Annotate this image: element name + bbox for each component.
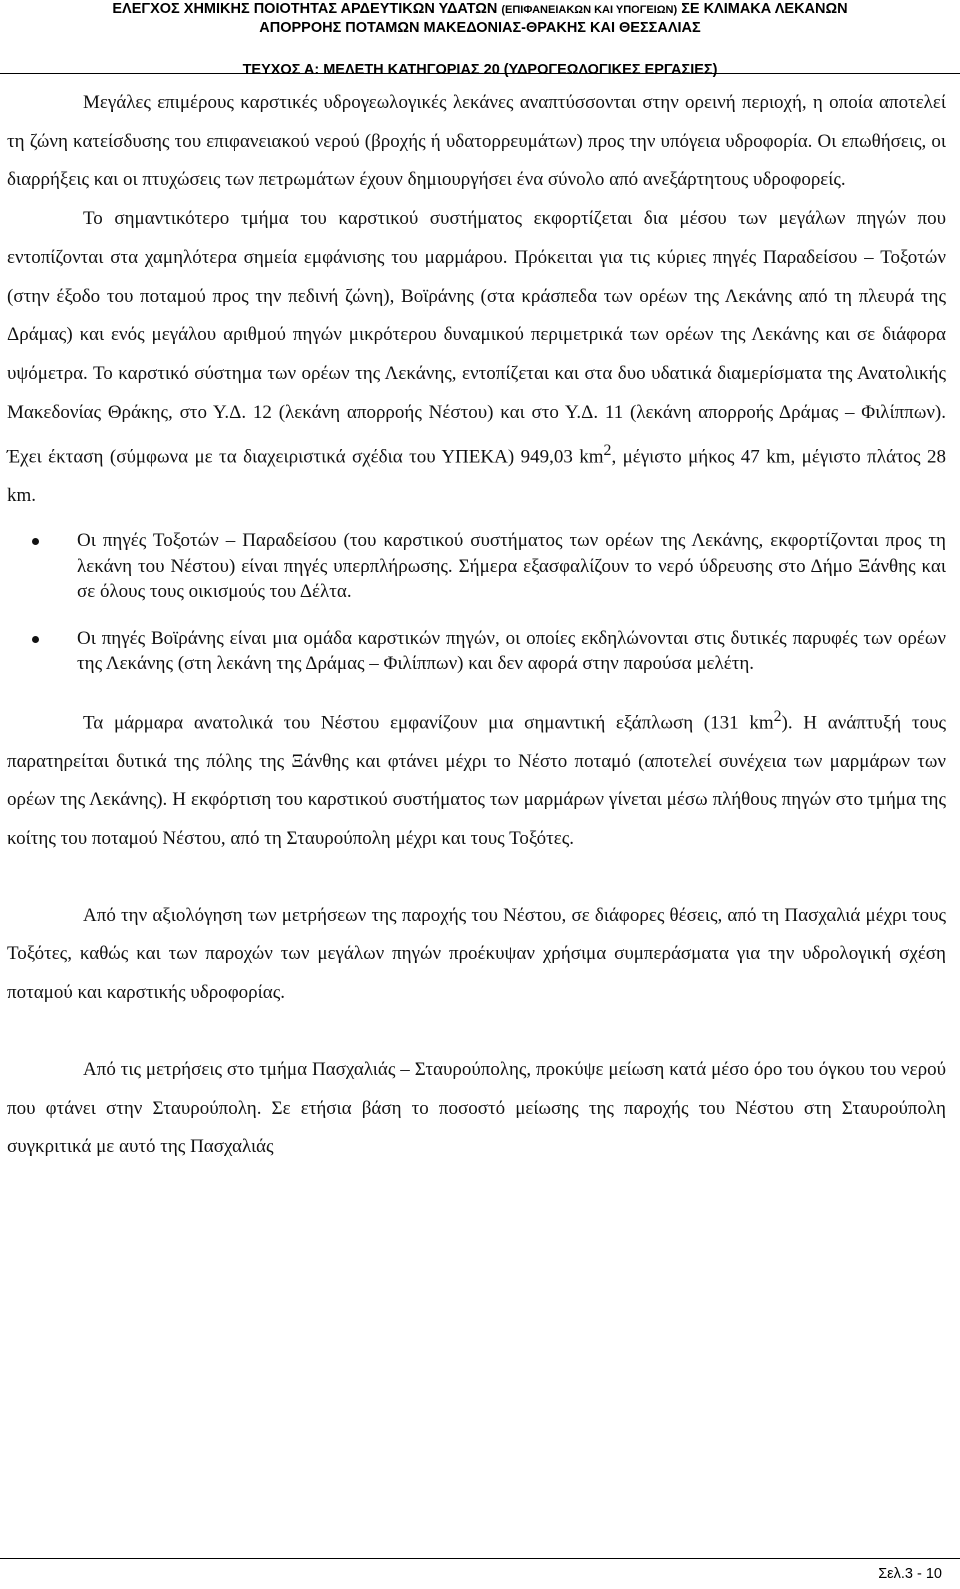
header-title-main: ΕΛΕΓΧΟΣ ΧΗΜΙΚΗΣ ΠΟΙΟΤΗΤΑΣ ΑΡΔΕΥΤΙΚΩΝ ΥΔΑΤΩΝ xyxy=(112,1,498,17)
header-title-line-1 xyxy=(0,0,960,19)
paragraph-marbles-east-text-end: ). Η ανάπτυξή τους παρατηρείται δυτικά της πόλης της Ξάνθης και φτάνει μέχρι το Νέστο ποταμό (αποτελεί συνέχεια των μαρμάρων των ορέων της Λεκάνης). Η εκφόρτιση του καρστικού συστήματος των μαρμάρων γίνεται μέσω πλήθους πηγών στο τμήμα της κοίτης του ποταμού Νέστου, από τη Σταυρούπολη μέχρι και τους Τοξότες. xyxy=(7,711,946,849)
paragraph-karst-basins: Μεγάλες επιμέρους καρστικές υδρογεωλογικές λεκάνες αναπτύσσονται στην ορεινή περιοχή, η οποία αποτελεί τη ζώνη κατείσδυσης του επιφανειακού νερού (βροχής ή υδατορρευμάτων) προς την υπόγεια υδροφορία. Οι επωθήσεις, οι διαρρήξεις και οι πτυχώσεις των πετρωμάτων έχουν δημιουργήσει ένα σύνολο από ανεξάρτητους υδροφορείς. xyxy=(7,92,946,191)
paragraph-spacer xyxy=(0,1013,946,1051)
paragraph-spacer xyxy=(0,859,946,897)
header-divider xyxy=(0,73,960,74)
springs-bullet-list xyxy=(0,528,946,677)
paragraph-karst-springs-text: Το σημαντικότερο τμήμα του καρστικού συστήματος εκφορτίζεται δια μέσου των μεγάλων πηγών που εντοπίζονται στα χαμηλότερα σημεία εμφάνισης του μαρμάρου. Πρόκειται για τις κύριες πηγές Παραδείσου – Τοξοτών (στην έξοδο του ποταμού προς την πεδινή ζώνη), Βοϊράνης (στα κράσπεδα των ορέων της Λεκάνης από τη πλευρά της Δράμας) και ενός μεγάλου αριθμού πηγών μικρότερου δυναμικού περιμετρικά των ορέων της Λεκάνης και σε διάφορα υψόμετρα. Το καρστικό σύστημα των ορέων της Λεκάνης, εντοπίζεται και στα δυο υδατικά διαμερίσματα της Ανατολικής Μακεδονίας Θράκης, στο Υ.Δ. 12 (λεκάνη απορροής Νέστου) και στο Υ.Δ. 11 (λεκάνη απορροής Δράμας – Φιλίππων). Έχει έκταση (σύμφωνα με τα διαχειριστικά σχέδια του ΥΠΕΚΑ) 949,03 km xyxy=(7,208,946,468)
list-item-text: Οι πηγές Τοξοτών – Παραδείσου (του καρστικού συστήματος των ορέων της Λεκάνης, εκφορτίζονται προς τη λεκάνη του Νέστου) είναι πηγές υπερπλήρωσης. Σήμερα εξασφαλίζουν το νερό ύδρευσης στο Δήμο Ξάνθης και σε όλους τους οικισμούς του Δέλτα. xyxy=(77,530,946,603)
area-unit-superscript: 2 xyxy=(603,442,612,460)
paragraph-paschalia-stavroupoli: Από τις μετρήσεις στο τμήμα Πασχαλιάς – Σταυρούπολης, προκύψε μείωση κατά μέσο όρο του όγκου του νερού που φτάνει στην Σταυρούπολη. Σε ετήσια βάση το ποσοστό μείωσης της παροχής του Νέστου στη Σταυρούπολη συγκριτικά με αυτό της Πασχαλιάς xyxy=(7,1058,946,1158)
paragraph-marbles-east xyxy=(7,698,946,859)
page-number: Σελ.3 - 10 xyxy=(878,1566,942,1582)
bullet-icon xyxy=(32,538,39,545)
footer-divider xyxy=(0,1558,960,1559)
paragraph-nestos-measurements: Από την αξιολόγηση των μετρήσεων της παροχής του Νέστου, σε διάφορες θέσεις, από τη Πασχαλιά μέχρι τους Τοξότες, καθώς και των παροχών των μεγάλων πηγών προέκυψαν χρήσιμα συμπεράσματα για την υδρολογική σχέση ποταμού και καρστικής υδροφορίας. xyxy=(7,904,946,1004)
area-unit-superscript: 2 xyxy=(773,707,782,725)
paragraph-marbles-east-text: Τα μάρμαρα ανατολικά του Νέστου εμφανίζουν μια σημαντική εξάπλωση (131 km xyxy=(83,711,774,733)
bullet-icon xyxy=(32,636,39,643)
header-volume-title: ΤΕΥΧΟΣ Α: ΜΕΛΕΤΗ ΚΑΤΗΓΟΡΙΑΣ 20 (ΥΔΡΟΓΕΩΛΟΓΙΚΕΣ ΕΡΓΑΣΙΕΣ) xyxy=(242,62,718,78)
list-item xyxy=(77,528,946,605)
paragraph-karst-springs xyxy=(7,200,946,516)
header-title-end: ΣΕ ΚΛΙΜΑΚΑ ΛΕΚΑΝΩΝ xyxy=(681,1,848,17)
header-title-line-2: ΑΠΟΡΡΟΗΣ ΠΟΤΑΜΩΝ ΜΑΚΕΔΟΝΙΑΣ-ΘΡΑΚΗΣ ΚΑΙ ΘΕΣΣΑΛΙΑΣ xyxy=(259,20,701,36)
header-title-parenthetical: (ΕΠΙΦΑΝΕΙΑΚΩΝ ΚΑΙ ΥΠΟΓΕΙΩΝ) xyxy=(501,4,678,16)
paragraph-karst-springs-text-end: , μέγιστο μήκος 47 km, μέγιστο πλάτος 28 km. xyxy=(7,446,946,507)
list-item-text: Οι πηγές Βοϊράνης είναι μια ομάδα καρστικών πηγών, οι οποίες εκδηλώνονται στις δυτικές παρυφές των ορέων της Λεκάνης (στη λεκάνη της Δράμας – Φιλίππων) και δεν αφορά στην παρούσα μελέτη. xyxy=(77,627,946,675)
document-header xyxy=(0,0,960,79)
list-item xyxy=(77,626,946,677)
document-body xyxy=(0,84,946,1167)
